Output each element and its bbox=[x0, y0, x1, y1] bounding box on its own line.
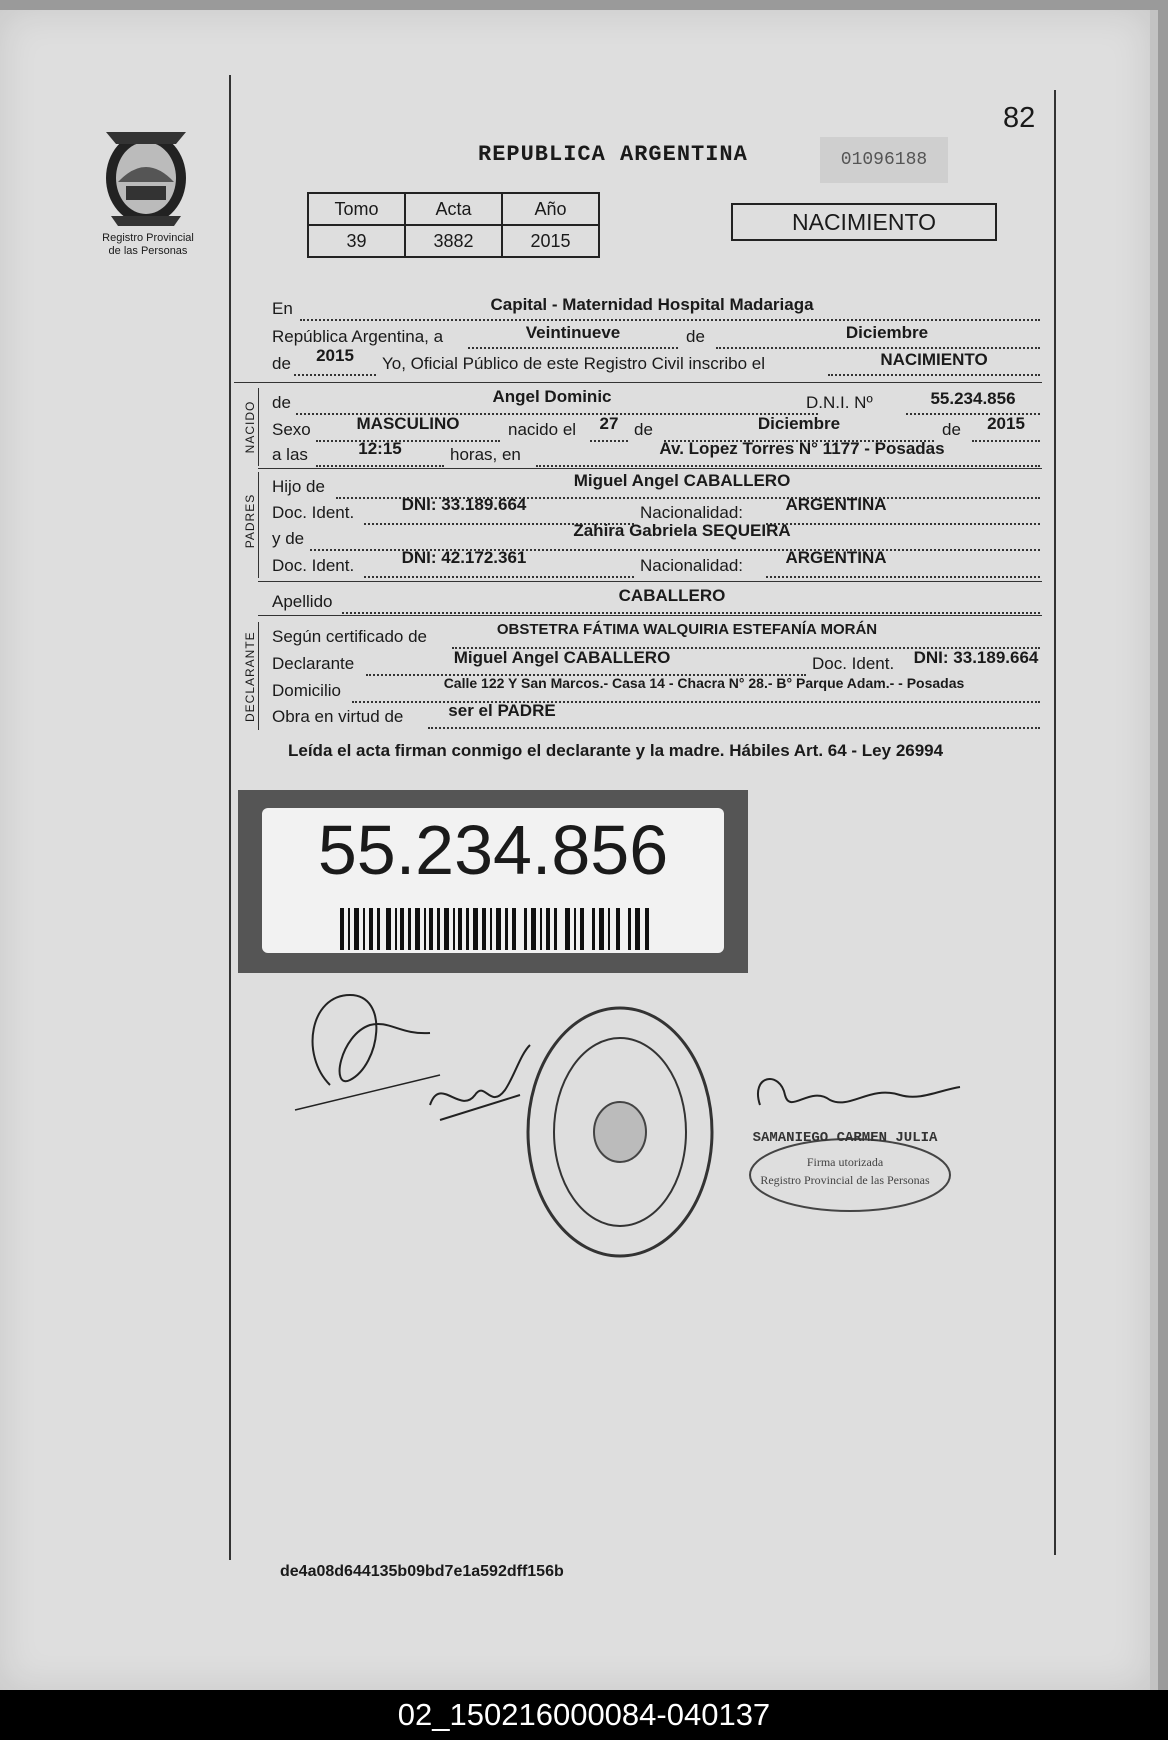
footer-code: 02_150216000084-040137 bbox=[0, 1690, 1168, 1740]
ministry-seal-icon bbox=[520, 1002, 720, 1262]
legal-note: Leída el acta firman conmigo el declarante y la madre. Hábiles Art. 64 - Ley 26994 bbox=[288, 741, 944, 760]
father-nat-value: ARGENTINA bbox=[785, 495, 887, 514]
nacido-row-1 bbox=[272, 389, 1040, 417]
header-tomo: Tomo bbox=[308, 193, 405, 225]
registry-label-line2: de las Personas bbox=[108, 245, 188, 257]
de2-label: de bbox=[272, 354, 291, 373]
birth-year-value: 2015 bbox=[987, 414, 1025, 433]
value-acta: 3882 bbox=[405, 225, 502, 257]
value-tomo: 39 bbox=[308, 225, 405, 257]
nacido-de-label3: de bbox=[942, 420, 961, 439]
decl-row-1 bbox=[272, 623, 1040, 651]
alas-label: a las bbox=[272, 445, 308, 464]
month-value: Diciembre bbox=[845, 323, 929, 342]
mother-name-value: Zahira Gabriela SEQUEIRA bbox=[573, 521, 791, 540]
barcode-label bbox=[262, 808, 724, 953]
nacido-row-3 bbox=[272, 441, 1040, 469]
province-emblem-icon bbox=[96, 122, 196, 230]
time-value: 12:15 bbox=[358, 439, 402, 458]
father-nat-label: Nacionalidad: bbox=[640, 503, 744, 522]
stamp-line3: Registro Provincial de las Personas bbox=[760, 1173, 930, 1187]
domicilio-label: Domicilio bbox=[272, 681, 341, 700]
birth-place-value: Av. Lopez Torres N° 1177 - Posadas bbox=[659, 439, 945, 458]
serial-number: 01096188 bbox=[820, 137, 948, 183]
apellido-value: CABALLERO bbox=[618, 586, 726, 605]
header-ano: Año bbox=[502, 193, 599, 225]
father-name-value: Miguel Angel CABALLERO bbox=[573, 471, 791, 490]
intro-row-2 bbox=[272, 323, 1040, 351]
header-acta: Acta bbox=[405, 193, 502, 225]
document-page bbox=[0, 10, 1158, 1690]
mother-doc-value: DNI: 42.172.361 bbox=[401, 548, 527, 567]
birth-day-value: 27 bbox=[599, 414, 619, 433]
decl-row-3 bbox=[272, 677, 1040, 705]
place-value: Capital - Maternidad Hospital Madariaga bbox=[490, 295, 814, 314]
left-margin-rule bbox=[229, 75, 231, 1560]
registry-label bbox=[70, 232, 226, 258]
stamp-line2: Firma utorizada bbox=[806, 1155, 884, 1169]
declarant-value: Miguel Angel CABALLERO bbox=[453, 648, 671, 667]
right-margin-rule bbox=[1054, 90, 1056, 1555]
father-doc-value: DNI: 33.189.664 bbox=[401, 495, 527, 514]
birth-month-value: Diciembre bbox=[757, 414, 841, 433]
record-table bbox=[307, 192, 600, 258]
mother-doc-label: Doc. Ident. bbox=[272, 556, 355, 575]
sex-value: MASCULINO bbox=[356, 414, 460, 433]
obra-label: Obra en virtud de bbox=[272, 707, 404, 726]
mother-nat-value: ARGENTINA bbox=[785, 548, 887, 567]
day-words-value: Veintinueve bbox=[525, 323, 621, 342]
event-value: NACIMIENTO bbox=[880, 350, 988, 369]
section-label-declarante: DECLARANTE bbox=[243, 631, 257, 722]
page-number: 82 bbox=[1003, 102, 1036, 134]
father-doc-label: Doc. Ident. bbox=[272, 503, 355, 522]
nacido-de-label: de bbox=[272, 393, 291, 412]
certificate-value: OBSTETRA FÁTIMA WALQUIRIA ESTEFANÍA MORÁN bbox=[496, 621, 878, 638]
apellido-row bbox=[272, 587, 1040, 615]
cert-label: Según certificado de bbox=[272, 627, 427, 646]
barcode-icon bbox=[340, 908, 650, 950]
decl-row-4 bbox=[272, 703, 1040, 731]
section-label-padres: PADRES bbox=[243, 493, 257, 549]
document-heading: REPUBLICA ARGENTINA bbox=[478, 142, 748, 167]
address-value: Calle 122 Y San Marcos.- Casa 14 - Chacra N° 28.- B° Parque Adam.- - Posadas bbox=[443, 675, 965, 691]
de-label: de bbox=[686, 327, 705, 346]
year-value: 2015 bbox=[316, 346, 354, 365]
dni-label: D.N.I. Nº bbox=[802, 393, 873, 413]
hijo-label: Hijo de bbox=[272, 477, 325, 496]
child-name-value: Angel Dominic bbox=[492, 387, 612, 406]
mother-nat-label: Nacionalidad: bbox=[640, 556, 744, 575]
oficial-label: Yo, Oficial Público de este Registro Civil inscribo el bbox=[382, 354, 765, 373]
decl-doc-label: Doc. Ident. bbox=[812, 654, 895, 673]
decl-doc-value: DNI: 33.189.664 bbox=[913, 648, 1039, 667]
record-type: NACIMIENTO bbox=[731, 203, 997, 241]
stamp-name: SAMANIEGO CARMEN JULIA bbox=[752, 1130, 938, 1146]
registry-label-line1: Registro Provincial bbox=[102, 232, 194, 244]
declarante-label: Declarante bbox=[272, 654, 355, 673]
apellido-label: Apellido bbox=[272, 592, 333, 611]
value-ano: 2015 bbox=[502, 225, 599, 257]
padres-row-4 bbox=[272, 548, 1040, 580]
barcode-number: 55.234.856 bbox=[317, 811, 669, 889]
horas-label: horas, en bbox=[450, 445, 521, 464]
republica-label: República Argentina, a bbox=[272, 327, 444, 346]
en-label: En bbox=[272, 299, 293, 318]
sexo-label: Sexo bbox=[272, 420, 311, 439]
intro-row-3 bbox=[272, 346, 1040, 378]
yde-label: y de bbox=[272, 529, 305, 548]
child-dni-value: 55.234.856 bbox=[930, 389, 1016, 408]
barcode-sticker bbox=[238, 790, 748, 973]
nacido-de-label2: de bbox=[634, 420, 653, 439]
reason-value: ser el PADRE bbox=[448, 701, 556, 720]
decl-row-2 bbox=[272, 650, 1040, 678]
nacido-el-label: nacido el bbox=[508, 420, 577, 439]
document-hash: de4a08d644135b09bd7e1a592dff156b bbox=[280, 1563, 564, 1580]
intro-row-1 bbox=[272, 295, 1040, 323]
section-label-nacido: NACIDO bbox=[243, 400, 257, 454]
